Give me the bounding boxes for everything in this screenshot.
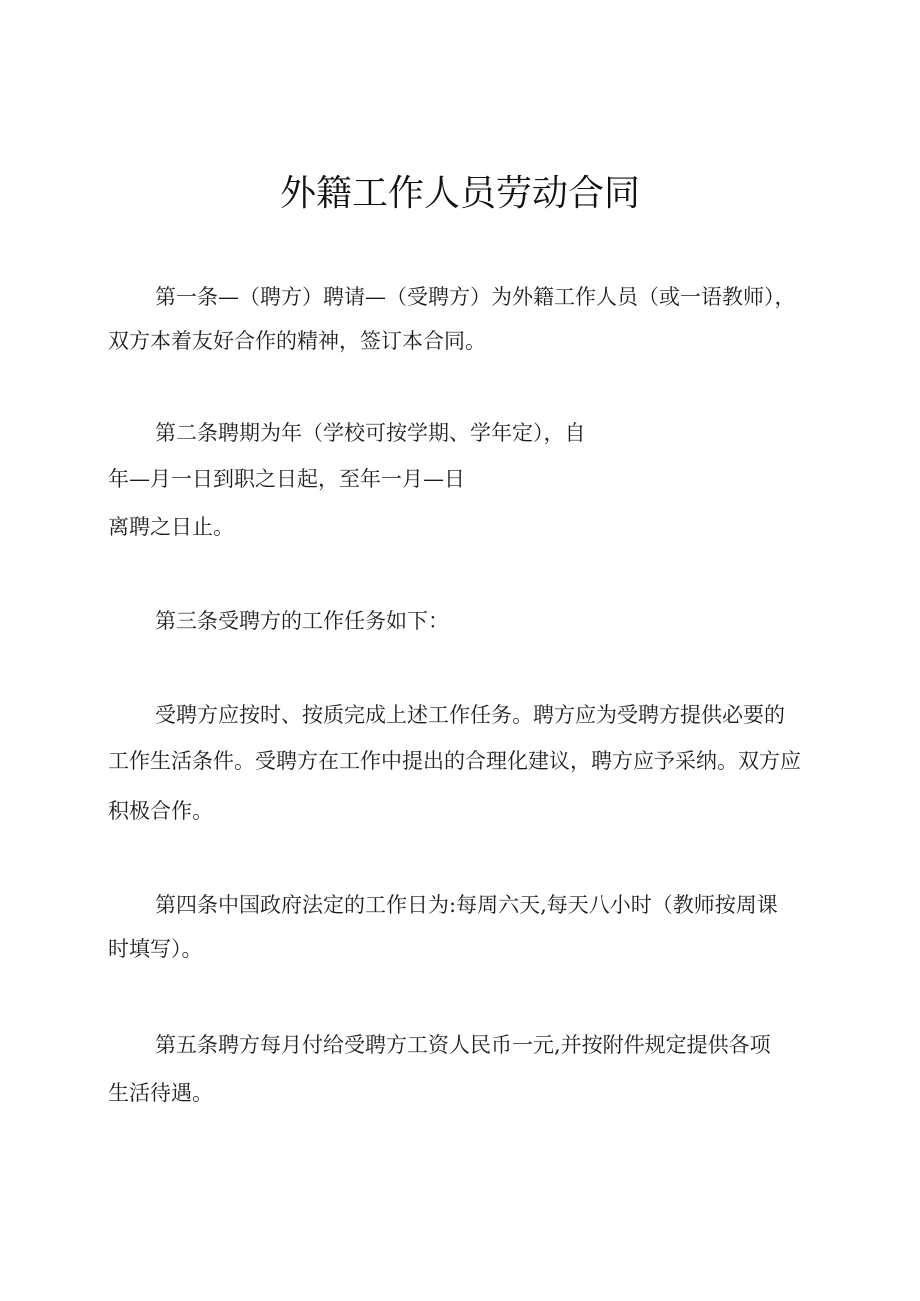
article-3-line-1: 第三条受聘方的工作任务如下： — [155, 609, 449, 633]
duties-line-1: 受聘方应按时、按质完成上述工作任务。聘方应为受聘方提供必要的 — [155, 703, 785, 727]
article-2-line-1: 第二条聘期为年（学校可按学期、学年定），自 — [155, 421, 586, 445]
article-4-line-1: 第四条中国政府法定的工作日为:每周六天,每天八小时（教师按周课 — [155, 893, 778, 917]
article-2-line-3: 离聘之日止。 — [108, 515, 234, 539]
article-5-line-1: 第五条聘方每月付给受聘方工资人民币一元,并按附件规定提供各项 — [155, 1033, 771, 1057]
article-5-line-2: 生活待遇。 — [108, 1081, 213, 1105]
article-1-line-2: 双方本着友好合作的精神，签订本合同。 — [108, 329, 486, 353]
article-2-line-2: 年—月一日到职之日起，至年一月—日 — [108, 467, 465, 491]
article-4-line-2: 时填写）。 — [108, 937, 203, 961]
duties-line-2: 工作生活条件。受聘方在工作中提出的合理化建议，聘方应予采纳。双方应 — [108, 749, 801, 773]
document-title: 外籍工作人员劳动合同 — [279, 173, 640, 214]
duties-line-3: 积极合作。 — [108, 799, 213, 823]
article-1-line-1: 第一条—（聘方）聘请—（受聘方）为外籍工作人员（或一语教师）， — [155, 285, 796, 309]
